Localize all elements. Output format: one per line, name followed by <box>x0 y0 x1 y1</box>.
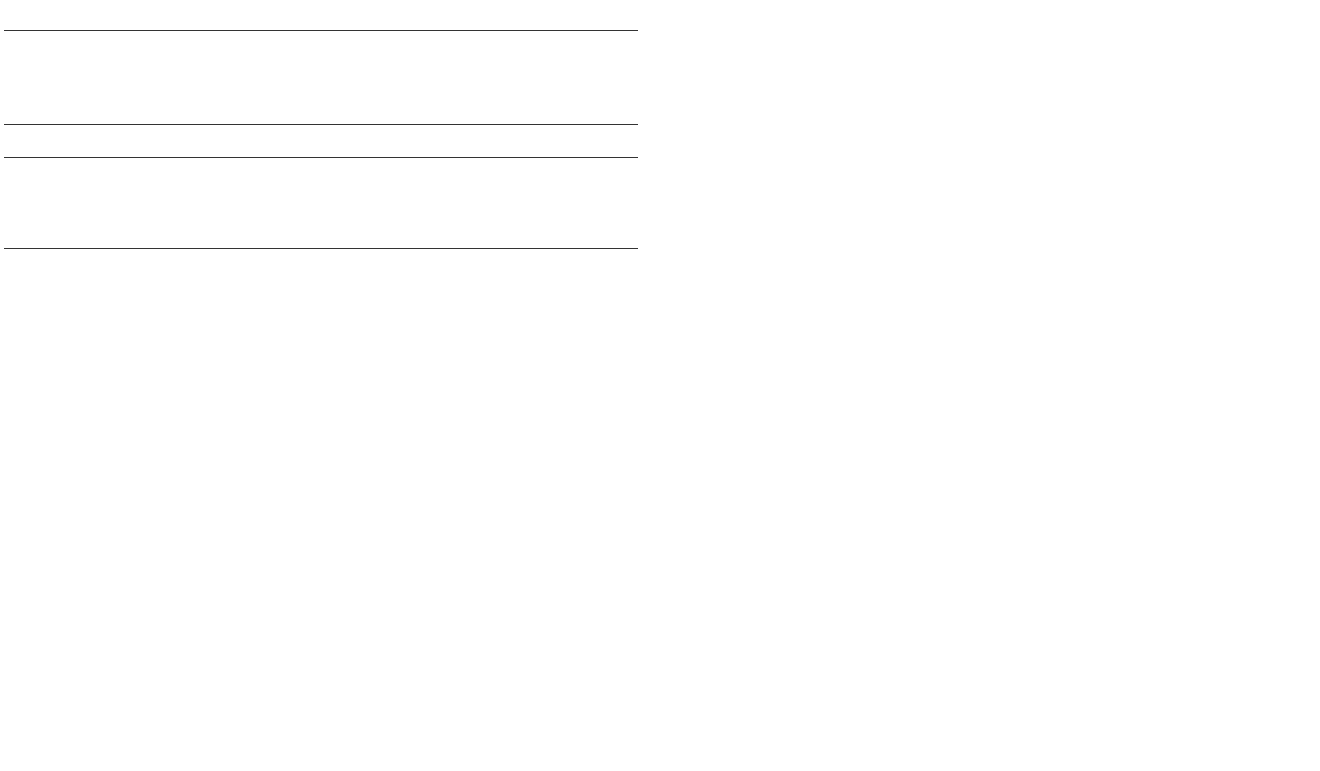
divider <box>4 157 638 158</box>
english-column <box>4 0 638 771</box>
divider <box>4 30 638 31</box>
french-column <box>667 0 1301 771</box>
divider <box>4 124 638 125</box>
divider <box>4 248 638 249</box>
